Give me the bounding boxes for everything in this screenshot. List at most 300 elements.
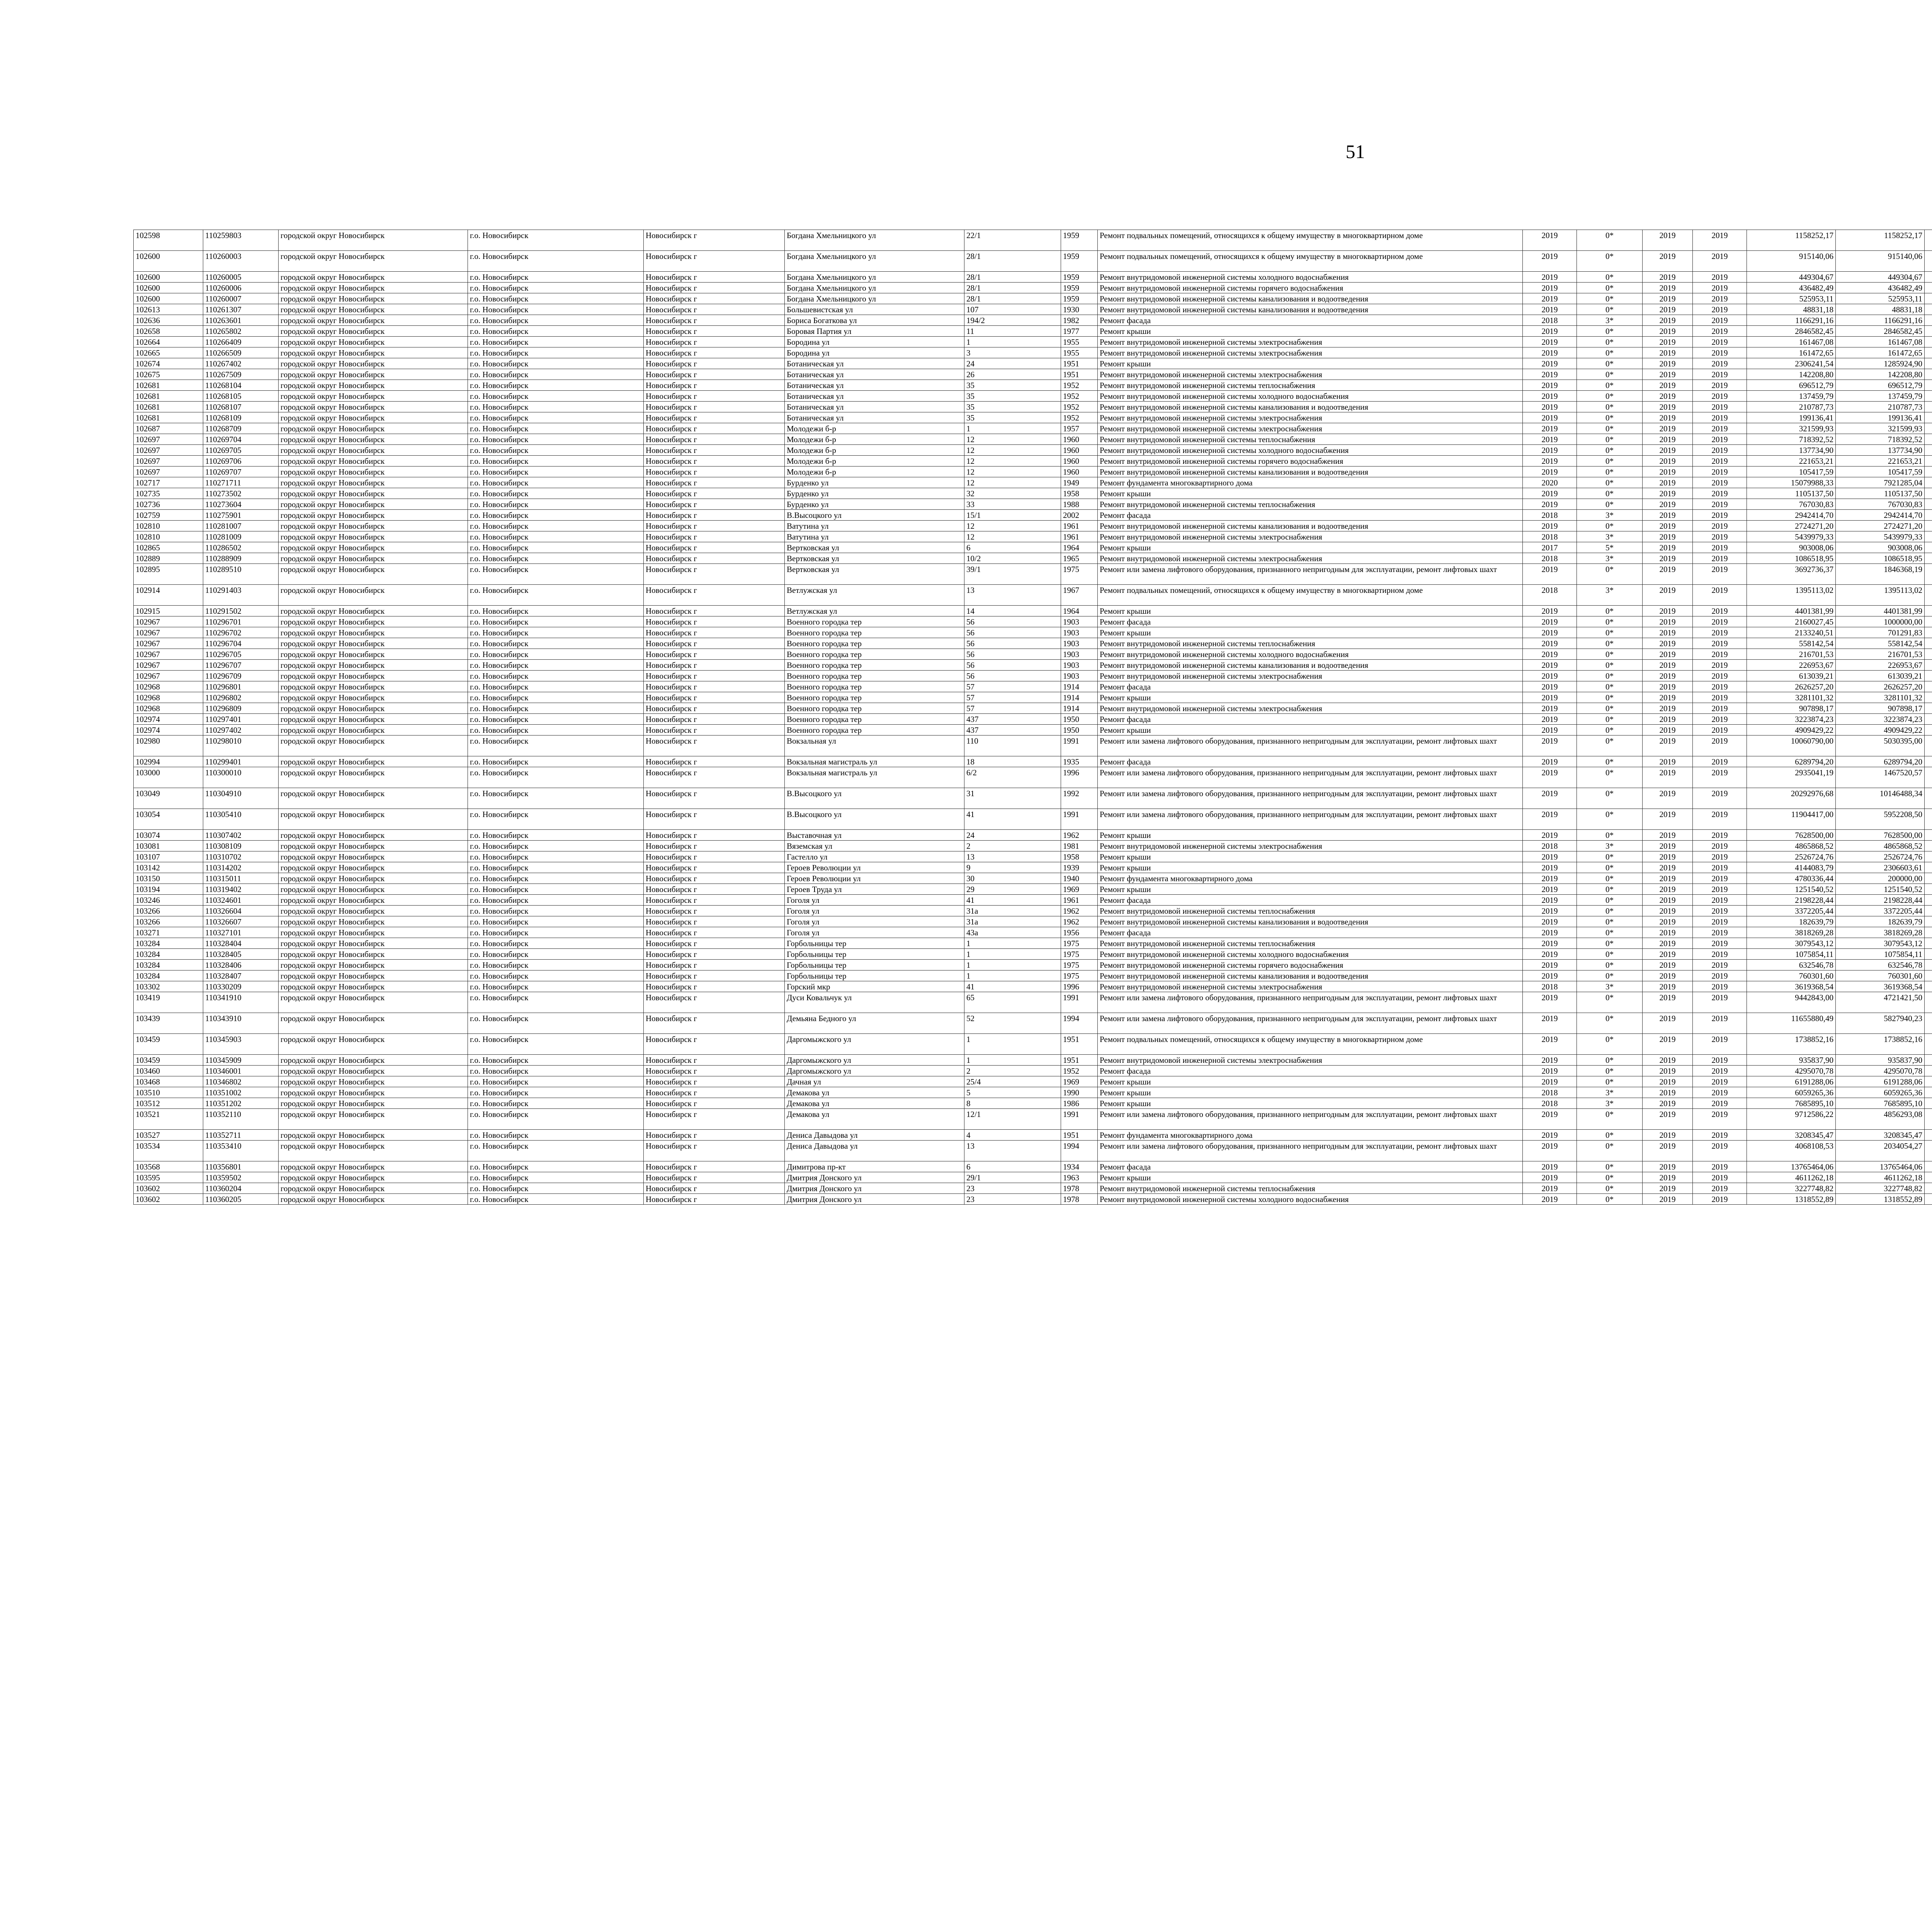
cell-house-id: 102697 (134, 434, 203, 445)
cell-house-id: 102598 (134, 230, 203, 251)
cell-plan-year: 2019 (1523, 380, 1577, 391)
cell-cost-part: 449304,67 (1836, 272, 1925, 283)
cell-work-type: Ремонт крыши (1098, 1087, 1523, 1098)
cell-fund-share (1925, 272, 1932, 283)
cell-work-type: Ремонт подвальных помещений, относящихся к общему имуществу в многоквартирном доме (1098, 1034, 1523, 1055)
cell-status-code: 0* (1577, 402, 1643, 412)
cell-municipality: городской округ Новосибирск (279, 230, 468, 251)
cell-end-year: 2019 (1693, 992, 1747, 1013)
cell-plan-year: 2019 (1523, 293, 1577, 304)
cell-status-code: 0* (1577, 1034, 1643, 1055)
cell-status-code: 0* (1577, 1172, 1643, 1183)
cell-plan-year: 2019 (1523, 391, 1577, 402)
cell-street: Вокзальная ул (785, 735, 964, 756)
cell-cost-part: 2306603,61 (1836, 862, 1925, 873)
cell-end-year: 2019 (1693, 466, 1747, 477)
cell-start-year: 2019 (1643, 692, 1693, 703)
cell-urban-district: г.о. Новосибирск (468, 830, 644, 841)
cell-record-id: 110326607 (203, 916, 279, 927)
cell-build-year: 1991 (1061, 735, 1098, 756)
cell-city: Новосибирск г (644, 1034, 785, 1055)
cell-urban-district: г.о. Новосибирск (468, 916, 644, 927)
cell-start-year: 2019 (1643, 862, 1693, 873)
cell-house-id: 102865 (134, 542, 203, 553)
cell-plan-year: 2019 (1523, 488, 1577, 499)
cell-plan-year: 2019 (1523, 916, 1577, 927)
cell-build-year: 1952 (1061, 402, 1098, 412)
cell-work-type: Ремонт или замена лифтового оборудования, признанного непригодным для эксплуатации, ремонт лифтовых шахт (1098, 1141, 1523, 1161)
cell-plan-year: 2019 (1523, 606, 1577, 616)
cell-cost-part: 1075854,11 (1836, 949, 1925, 960)
cell-cost-part: 2034054,27 (1836, 1141, 1925, 1161)
cell-plan-year: 2019 (1523, 714, 1577, 725)
cell-cost-part: 1166291,16 (1836, 315, 1925, 326)
cell-start-year: 2019 (1643, 380, 1693, 391)
cell-cost-part: 137734,90 (1836, 445, 1925, 456)
cell-build-year: 1991 (1061, 1109, 1098, 1130)
cell-cost-part: 221653,21 (1836, 456, 1925, 466)
cell-record-id: 110259803 (203, 230, 279, 251)
cell-end-year: 2019 (1693, 1076, 1747, 1087)
cell-plan-year: 2019 (1523, 1034, 1577, 1055)
table-row (134, 809, 1932, 830)
cell-work-type: Ремонт крыши (1098, 542, 1523, 553)
cell-fund-share (1925, 564, 1932, 585)
cell-municipality: городской округ Новосибирск (279, 992, 468, 1013)
cell-municipality: городской округ Новосибирск (279, 627, 468, 638)
cell-house-number: 22/1 (964, 230, 1061, 251)
cell-status-code: 0* (1577, 895, 1643, 906)
cell-municipality: городской округ Новосибирск (279, 456, 468, 466)
cell-fund-share (1925, 938, 1932, 949)
cell-plan-year: 2019 (1523, 337, 1577, 347)
cell-total-cost: 6289794,20 (1747, 756, 1836, 767)
cell-city: Новосибирск г (644, 949, 785, 960)
cell-build-year: 1950 (1061, 725, 1098, 735)
cell-urban-district: г.о. Новосибирск (468, 660, 644, 671)
cell-work-type: Ремонт внутридомовой инженерной системы горячего водоснабжения (1098, 283, 1523, 293)
cell-house-number: 9 (964, 862, 1061, 873)
cell-build-year: 1958 (1061, 851, 1098, 862)
cell-urban-district: г.о. Новосибирск (468, 283, 644, 293)
cell-build-year: 1914 (1061, 692, 1098, 703)
cell-house-id: 102980 (134, 735, 203, 756)
cell-cost-part: 915140,06 (1836, 251, 1925, 272)
cell-cost-part: 4295070,78 (1836, 1066, 1925, 1076)
cell-end-year: 2019 (1693, 380, 1747, 391)
cell-work-type: Ремонт фасада (1098, 895, 1523, 906)
cell-record-id: 110266509 (203, 347, 279, 358)
cell-cost-part: 182639,79 (1836, 916, 1925, 927)
cell-urban-district: г.о. Новосибирск (468, 725, 644, 735)
cell-work-type: Ремонт внутридомовой инженерной системы электроснабжения (1098, 841, 1523, 851)
cell-house-id: 102968 (134, 703, 203, 714)
cell-work-type: Ремонт внутридомовой инженерной системы холодного водоснабжения (1098, 391, 1523, 402)
cell-fund-share (1925, 970, 1932, 981)
cell-build-year: 1952 (1061, 412, 1098, 423)
cell-end-year: 2019 (1693, 283, 1747, 293)
cell-house-id: 103512 (134, 1098, 203, 1109)
cell-cost-part: 6059265,36 (1836, 1087, 1925, 1098)
cell-work-type: Ремонт фасада (1098, 616, 1523, 627)
cell-record-id: 110315011 (203, 873, 279, 884)
cell-city: Новосибирск г (644, 1183, 785, 1194)
cell-house-number: 1 (964, 337, 1061, 347)
cell-record-id: 110291403 (203, 585, 279, 606)
cell-house-id: 102665 (134, 347, 203, 358)
cell-work-type: Ремонт крыши (1098, 358, 1523, 369)
cell-cost-part: 6289794,20 (1836, 756, 1925, 767)
cell-house-number: 28/1 (964, 283, 1061, 293)
cell-plan-year: 2019 (1523, 756, 1577, 767)
cell-house-id: 102681 (134, 391, 203, 402)
cell-work-type: Ремонт внутридомовой инженерной системы холодного водоснабжения (1098, 649, 1523, 660)
cell-total-cost: 199136,41 (1747, 412, 1836, 423)
cell-city: Новосибирск г (644, 927, 785, 938)
cell-house-id: 103271 (134, 927, 203, 938)
cell-house-id: 102687 (134, 423, 203, 434)
cell-build-year: 1967 (1061, 585, 1098, 606)
cell-municipality: городской округ Новосибирск (279, 1109, 468, 1130)
cell-house-number: 12/1 (964, 1109, 1061, 1130)
cell-plan-year: 2019 (1523, 358, 1577, 369)
cell-status-code: 0* (1577, 304, 1643, 315)
cell-house-id: 103468 (134, 1076, 203, 1087)
cell-street: Бурденко ул (785, 477, 964, 488)
cell-build-year: 1975 (1061, 564, 1098, 585)
cell-street: Дмитрия Донского ул (785, 1172, 964, 1183)
cell-status-code: 3* (1577, 510, 1643, 521)
table-row (134, 1130, 1932, 1141)
table-row (134, 466, 1932, 477)
cell-total-cost: 696512,79 (1747, 380, 1836, 391)
cell-street: Военного городка тер (785, 660, 964, 671)
cell-work-type: Ремонт фундамента многоквартирного дома (1098, 1130, 1523, 1141)
cell-city: Новосибирск г (644, 337, 785, 347)
cell-build-year: 1964 (1061, 542, 1098, 553)
cell-record-id: 110296709 (203, 671, 279, 681)
table-row (134, 960, 1932, 970)
cell-street: Военного городка тер (785, 649, 964, 660)
cell-total-cost: 3281101,32 (1747, 692, 1836, 703)
cell-street: Молодежи б-р (785, 423, 964, 434)
cell-fund-share (1925, 315, 1932, 326)
cell-street: Горбольницы тер (785, 938, 964, 949)
cell-urban-district: г.о. Новосибирск (468, 906, 644, 916)
cell-status-code: 0* (1577, 326, 1643, 337)
cell-total-cost: 2133240,51 (1747, 627, 1836, 638)
cell-build-year: 1951 (1061, 1130, 1098, 1141)
cell-end-year: 2019 (1693, 445, 1747, 456)
cell-build-year: 1935 (1061, 756, 1098, 767)
cell-plan-year: 2019 (1523, 434, 1577, 445)
cell-municipality: городской округ Новосибирск (279, 981, 468, 992)
cell-cost-part: 161467,08 (1836, 337, 1925, 347)
cell-urban-district: г.о. Новосибирск (468, 304, 644, 315)
cell-fund-share (1925, 466, 1932, 477)
cell-build-year: 1950 (1061, 714, 1098, 725)
cell-plan-year: 2019 (1523, 1172, 1577, 1183)
cell-work-type: Ремонт фасада (1098, 315, 1523, 326)
cell-end-year: 2019 (1693, 616, 1747, 627)
cell-house-id: 103049 (134, 788, 203, 809)
cell-plan-year: 2019 (1523, 862, 1577, 873)
cell-house-number: 30 (964, 873, 1061, 884)
cell-fund-share (1925, 638, 1932, 649)
table-row (134, 337, 1932, 347)
cell-start-year: 2019 (1643, 347, 1693, 358)
cell-urban-district: г.о. Новосибирск (468, 553, 644, 564)
cell-start-year: 2019 (1643, 981, 1693, 992)
cell-fund-share (1925, 703, 1932, 714)
cell-work-type: Ремонт крыши (1098, 862, 1523, 873)
cell-municipality: городской округ Новосибирск (279, 488, 468, 499)
cell-record-id: 110296809 (203, 703, 279, 714)
table-row (134, 671, 1932, 681)
cell-urban-district: г.о. Новосибирск (468, 1087, 644, 1098)
cell-build-year: 1951 (1061, 369, 1098, 380)
cell-start-year: 2019 (1643, 725, 1693, 735)
cell-end-year: 2019 (1693, 949, 1747, 960)
cell-fund-share (1925, 304, 1932, 315)
cell-city: Новосибирск г (644, 488, 785, 499)
cell-status-code: 0* (1577, 230, 1643, 251)
cell-municipality: городской округ Новосибирск (279, 369, 468, 380)
cell-work-type: Ремонт подвальных помещений, относящихся к общему имуществу в многоквартирном доме (1098, 251, 1523, 272)
cell-street: Гоголя ул (785, 906, 964, 916)
cell-total-cost: 2160027,45 (1747, 616, 1836, 627)
cell-street: Большевистская ул (785, 304, 964, 315)
cell-urban-district: г.о. Новосибирск (468, 380, 644, 391)
cell-city: Новосибирск г (644, 380, 785, 391)
cell-house-id: 103459 (134, 1034, 203, 1055)
cell-start-year: 2019 (1643, 369, 1693, 380)
cell-record-id: 110351002 (203, 1087, 279, 1098)
table-row (134, 725, 1932, 735)
cell-city: Новосибирск г (644, 1172, 785, 1183)
cell-house-number: 29/1 (964, 1172, 1061, 1183)
cell-record-id: 110296702 (203, 627, 279, 638)
cell-total-cost: 6191288,06 (1747, 1076, 1836, 1087)
cell-urban-district: г.о. Новосибирск (468, 671, 644, 681)
cell-street: Военного городка тер (785, 692, 964, 703)
cell-cost-part: 1158252,17 (1836, 230, 1925, 251)
cell-start-year: 2019 (1643, 970, 1693, 981)
cell-status-code: 0* (1577, 564, 1643, 585)
cell-street: Бориса Богаткова ул (785, 315, 964, 326)
cell-house-number: 10/2 (964, 553, 1061, 564)
cell-record-id: 110271711 (203, 477, 279, 488)
cell-street: Молодежи б-р (785, 466, 964, 477)
cell-house-id: 102759 (134, 510, 203, 521)
cell-build-year: 1961 (1061, 895, 1098, 906)
cell-house-number: 32 (964, 488, 1061, 499)
cell-end-year: 2019 (1693, 402, 1747, 412)
cell-house-number: 12 (964, 434, 1061, 445)
cell-end-year: 2019 (1693, 830, 1747, 841)
cell-total-cost: 4295070,78 (1747, 1066, 1836, 1076)
cell-start-year: 2019 (1643, 272, 1693, 283)
cell-municipality: городской округ Новосибирск (279, 477, 468, 488)
cell-urban-district: г.о. Новосибирск (468, 1183, 644, 1194)
cell-urban-district: г.о. Новосибирск (468, 499, 644, 510)
cell-house-id: 102681 (134, 402, 203, 412)
cell-total-cost: 48831,18 (1747, 304, 1836, 315)
cell-street: Бородина ул (785, 337, 964, 347)
cell-house-number: 57 (964, 692, 1061, 703)
cell-total-cost: 3227748,82 (1747, 1183, 1836, 1194)
cell-urban-district: г.о. Новосибирск (468, 1076, 644, 1087)
cell-street: Ботаническая ул (785, 412, 964, 423)
cell-plan-year: 2019 (1523, 445, 1577, 456)
cell-municipality: городской округ Новосибирск (279, 606, 468, 616)
cell-start-year: 2019 (1643, 1161, 1693, 1172)
cell-municipality: городской округ Новосибирск (279, 681, 468, 692)
cell-record-id: 110263601 (203, 315, 279, 326)
cell-municipality: городской округ Новосибирск (279, 1034, 468, 1055)
cell-street: Военного городка тер (785, 616, 964, 627)
cell-street: Ботаническая ул (785, 369, 964, 380)
cell-status-code: 0* (1577, 735, 1643, 756)
cell-status-code: 0* (1577, 756, 1643, 767)
cell-cost-part: 3223874,23 (1836, 714, 1925, 725)
cell-record-id: 110299401 (203, 756, 279, 767)
cell-status-code: 0* (1577, 692, 1643, 703)
cell-fund-share (1925, 445, 1932, 456)
table-row (134, 456, 1932, 466)
cell-urban-district: г.о. Новосибирск (468, 981, 644, 992)
cell-house-id: 102735 (134, 488, 203, 499)
cell-street: В.Высоцкого ул (785, 510, 964, 521)
cell-fund-share (1925, 499, 1932, 510)
cell-total-cost: 3619368,54 (1747, 981, 1836, 992)
cell-city: Новосибирск г (644, 585, 785, 606)
cell-start-year: 2019 (1643, 916, 1693, 927)
cell-fund-share (1925, 1194, 1932, 1205)
cell-cost-part: 3079543,12 (1836, 938, 1925, 949)
cell-end-year: 2019 (1693, 531, 1747, 542)
cell-build-year: 1963 (1061, 1172, 1098, 1183)
cell-fund-share (1925, 542, 1932, 553)
cell-cost-part: 6191288,06 (1836, 1076, 1925, 1087)
cell-urban-district: г.о. Новосибирск (468, 606, 644, 616)
cell-status-code: 0* (1577, 412, 1643, 423)
cell-municipality: городской округ Новосибирск (279, 564, 468, 585)
cell-total-cost: 161472,65 (1747, 347, 1836, 358)
cell-house-number: 28/1 (964, 293, 1061, 304)
table-row (134, 1161, 1932, 1172)
cell-plan-year: 2019 (1523, 703, 1577, 714)
cell-city: Новосибирск г (644, 423, 785, 434)
cell-city: Новосибирск г (644, 304, 785, 315)
cell-urban-district: г.о. Новосибирск (468, 1098, 644, 1109)
cell-status-code: 0* (1577, 851, 1643, 862)
cell-house-number: 39/1 (964, 564, 1061, 585)
cell-total-cost: 105417,59 (1747, 466, 1836, 477)
cell-house-id: 102600 (134, 251, 203, 272)
cell-build-year: 1955 (1061, 347, 1098, 358)
table-row (134, 326, 1932, 337)
cell-total-cost: 7685895,10 (1747, 1098, 1836, 1109)
cell-fund-share (1925, 809, 1932, 830)
cell-urban-district: г.о. Новосибирск (468, 1066, 644, 1076)
cell-street: Молодежи б-р (785, 456, 964, 466)
cell-house-id: 102681 (134, 412, 203, 423)
cell-fund-share (1925, 230, 1932, 251)
cell-build-year: 1991 (1061, 992, 1098, 1013)
cell-fund-share (1925, 380, 1932, 391)
cell-house-id: 103460 (134, 1066, 203, 1076)
cell-start-year: 2019 (1643, 927, 1693, 938)
table-row (134, 616, 1932, 627)
cell-build-year: 1960 (1061, 466, 1098, 477)
cell-end-year: 2019 (1693, 542, 1747, 553)
cell-street: Демакова ул (785, 1098, 964, 1109)
cell-urban-district: г.о. Новосибирск (468, 703, 644, 714)
cell-fund-share (1925, 391, 1932, 402)
cell-work-type: Ремонт фасада (1098, 927, 1523, 938)
cell-urban-district: г.о. Новосибирск (468, 681, 644, 692)
cell-house-number: 13 (964, 1141, 1061, 1161)
cell-end-year: 2019 (1693, 423, 1747, 434)
cell-end-year: 2019 (1693, 627, 1747, 638)
cell-urban-district: г.о. Новосибирск (468, 358, 644, 369)
cell-total-cost: 182639,79 (1747, 916, 1836, 927)
cell-urban-district: г.о. Новосибирск (468, 315, 644, 326)
cell-start-year: 2019 (1643, 1130, 1693, 1141)
cell-house-id: 102600 (134, 293, 203, 304)
cell-municipality: городской округ Новосибирск (279, 851, 468, 862)
cell-plan-year: 2019 (1523, 809, 1577, 830)
cell-build-year: 1952 (1061, 391, 1098, 402)
cell-house-id: 102664 (134, 337, 203, 347)
cell-street: В.Высоцкого ул (785, 788, 964, 809)
cell-start-year: 2019 (1643, 767, 1693, 788)
cell-municipality: городской округ Новосибирск (279, 906, 468, 916)
cell-street: Военного городка тер (785, 703, 964, 714)
cell-cost-part: 4865868,52 (1836, 841, 1925, 851)
cell-work-type: Ремонт крыши (1098, 1098, 1523, 1109)
cell-city: Новосибирск г (644, 358, 785, 369)
cell-build-year: 1952 (1061, 1066, 1098, 1076)
cell-fund-share (1925, 531, 1932, 542)
cell-fund-share (1925, 916, 1932, 927)
cell-record-id: 110273502 (203, 488, 279, 499)
cell-record-id: 110356801 (203, 1161, 279, 1172)
cell-total-cost: 4909429,22 (1747, 725, 1836, 735)
cell-house-id: 103602 (134, 1194, 203, 1205)
cell-house-number: 41 (964, 809, 1061, 830)
cell-house-id: 102810 (134, 521, 203, 531)
cell-street: Молодежи б-р (785, 434, 964, 445)
cell-start-year: 2019 (1643, 531, 1693, 542)
cell-record-id: 110328407 (203, 970, 279, 981)
cell-status-code: 0* (1577, 1161, 1643, 1172)
cell-status-code: 0* (1577, 767, 1643, 788)
cell-status-code: 0* (1577, 272, 1643, 283)
cell-total-cost: 1075854,11 (1747, 949, 1836, 960)
cell-street: Вертковская ул (785, 542, 964, 553)
cell-build-year: 1903 (1061, 649, 1098, 660)
cell-fund-share (1925, 735, 1932, 756)
cell-city: Новосибирск г (644, 283, 785, 293)
cell-house-number: 110 (964, 735, 1061, 756)
cell-cost-part: 2526724,76 (1836, 851, 1925, 862)
cell-end-year: 2019 (1693, 692, 1747, 703)
cell-record-id: 110310702 (203, 851, 279, 862)
cell-fund-share (1925, 1076, 1932, 1087)
cell-start-year: 2019 (1643, 293, 1693, 304)
